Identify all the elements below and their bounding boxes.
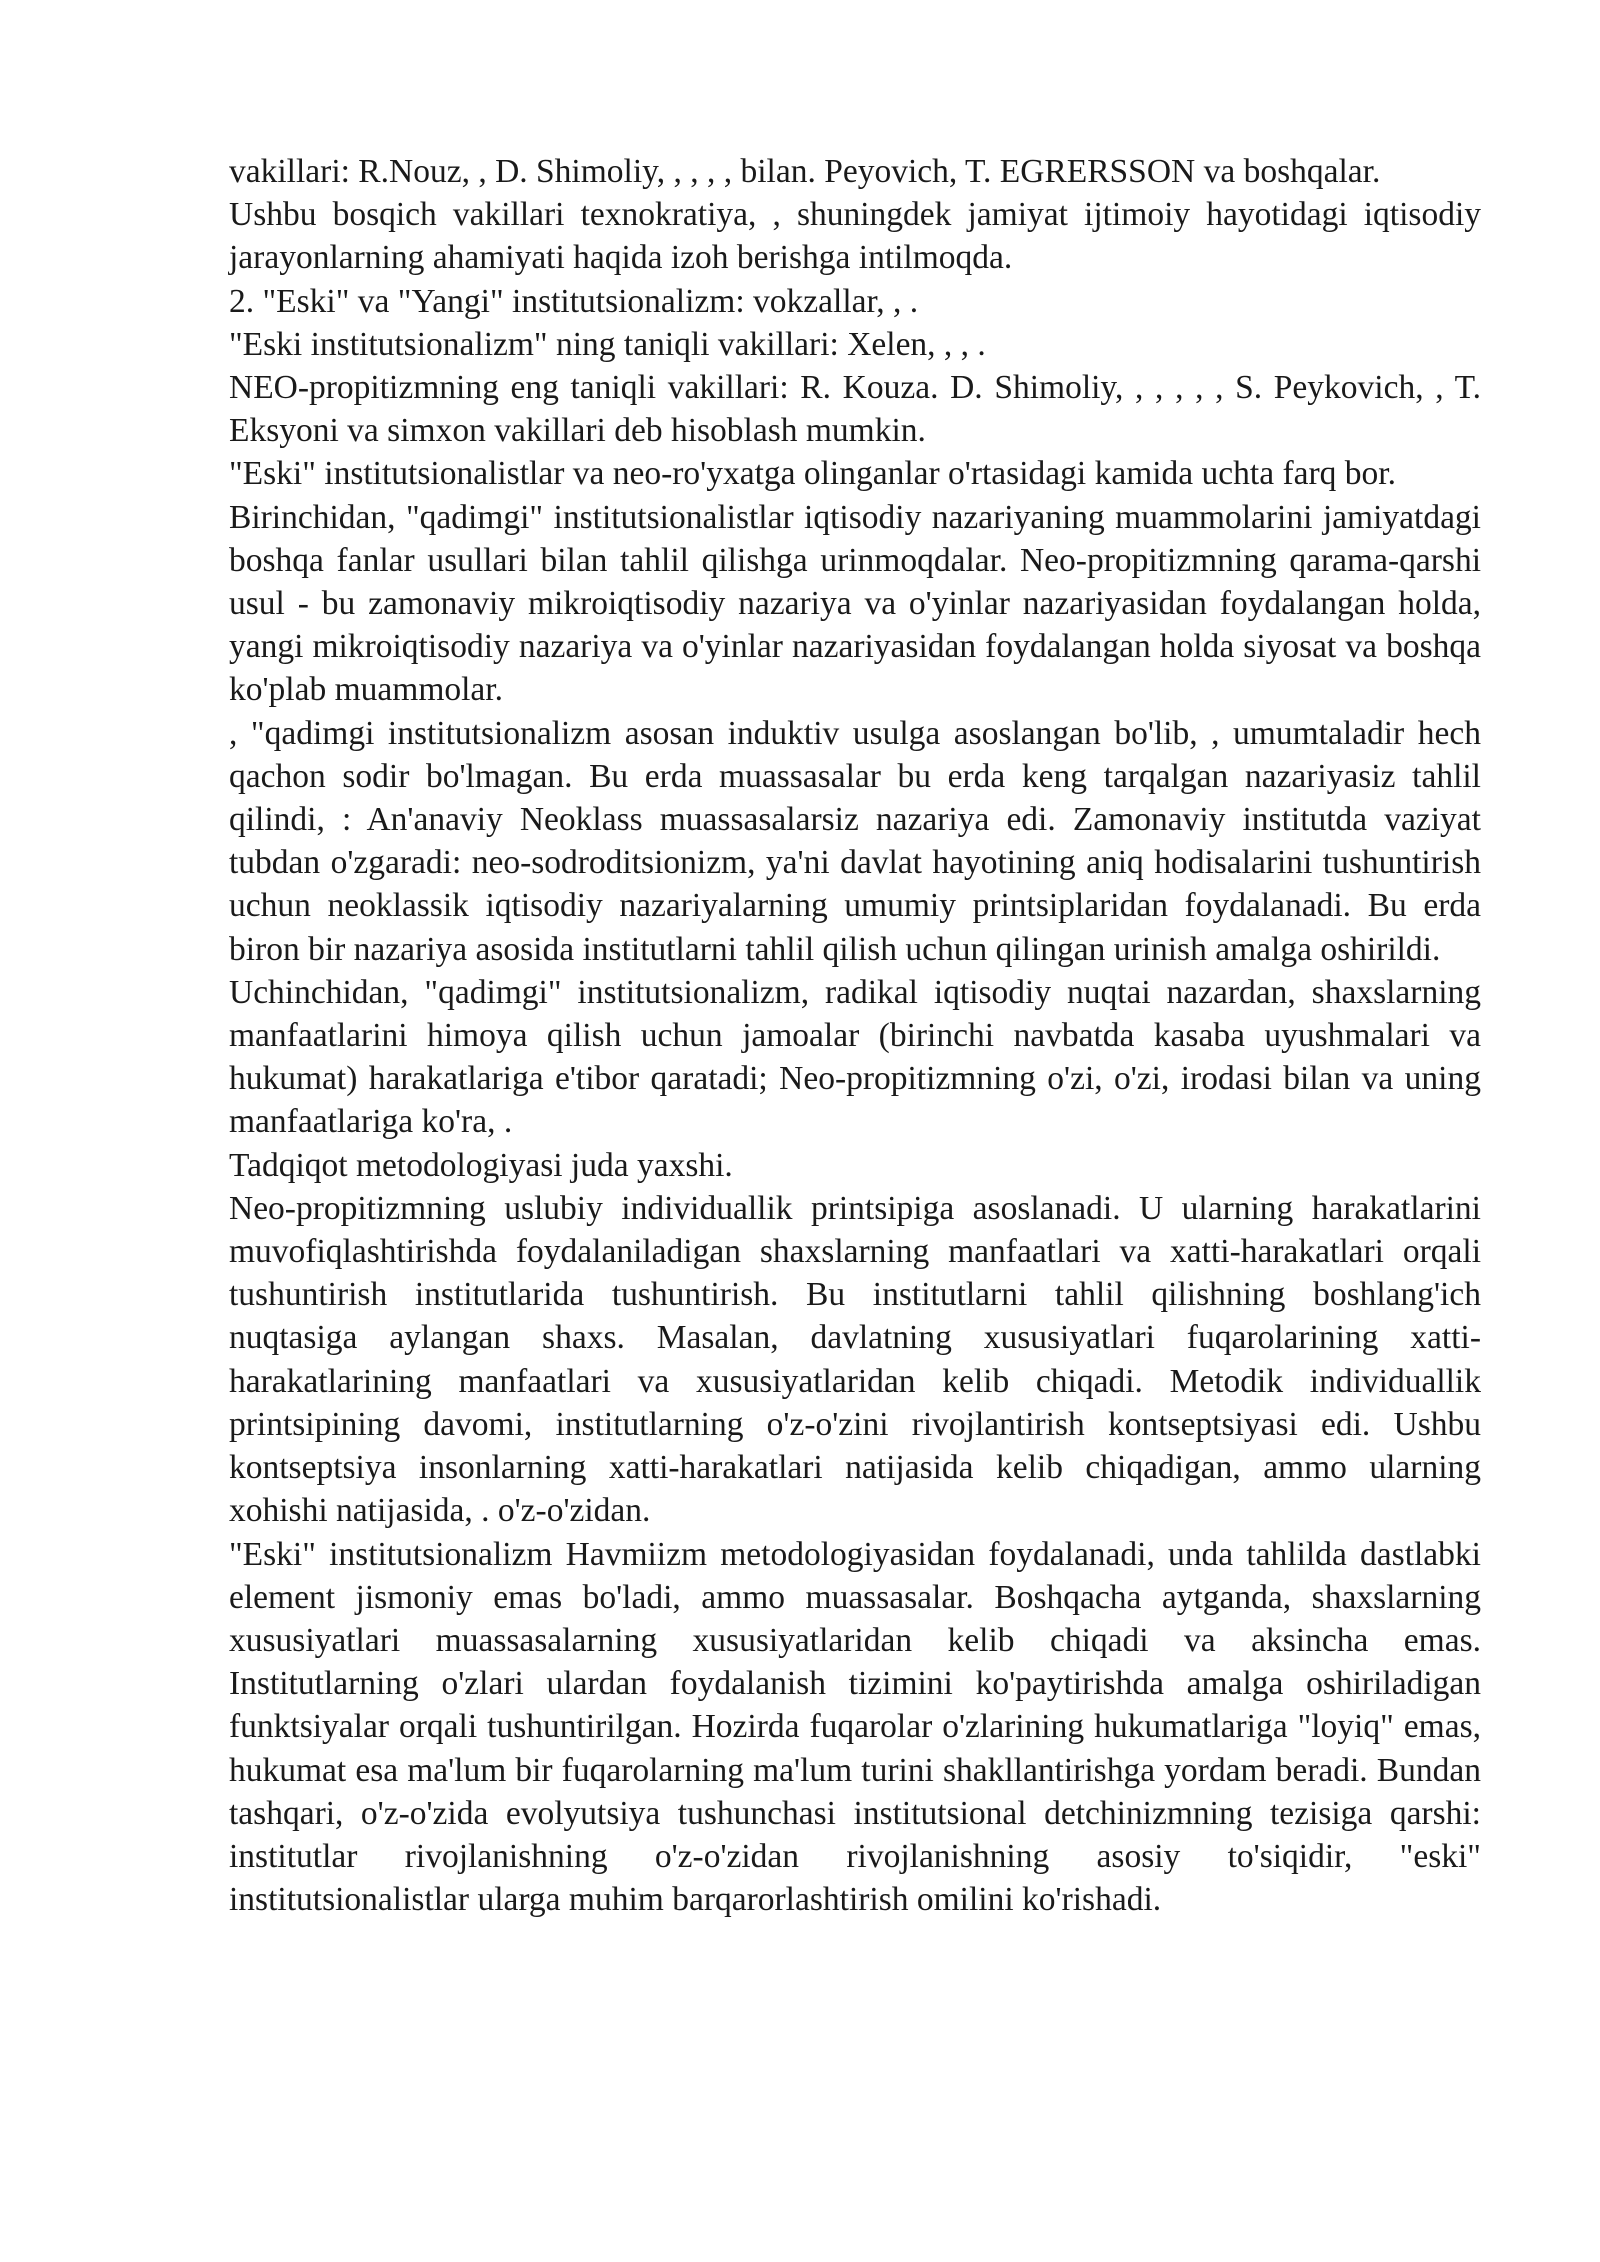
paragraph-3-heading: 2. "Eski" va "Yangi" institutsionalizm: vokzallar, , . [229, 282, 919, 320]
paragraph-4: "Eski institutsionalizm" ning taniqli vakillari: Xelen, , , . [229, 325, 986, 363]
paragraph-2: Ushbu bosqich vakillari texnokratiya, , shuningdek jamiyat ijtimoiy hayotidagi iqtisodiy jarayonlarning ahamiyati haqida izoh berishga intilmoqda. [229, 196, 1481, 277]
paragraph-7: Birinchidan, "qadimgi" institutsionalistlar iqtisodiy nazariyaning muammolarini jamiyatdagi boshqa fanlar usullari bilan tahlil qilishga urinmoqdalar. Neo-propitizmning qarama-qarshi usul - bu zamonaviy mikroiqtisodiy nazariya va o'yinlar nazariyasidan foydalangan holda, yangi mikroiqtisodiy nazariya va o'yinlar nazariyasidan foydalangan holda siyosat va boshqa ko'plab muammolar. [229, 498, 1481, 709]
paragraph-9: Uchinchidan, "qadimgi" institutsionalizm, radikal iqtisodiy nuqtai nazardan, shaxslarning manfaatlarini himoya qilish uchun jamoalar (birinchi navbatda kasaba uyushmalari va hukumat) harakatlariga e'tibor qaratadi; Neo-propitizmning o'zi, o'zi, irodasi bilan va uning manfaatlariga ko'ra, . [229, 973, 1481, 1141]
paragraph-10: Tadqiqot metodologiyasi juda yaxshi. [229, 1146, 733, 1184]
paragraph-6: "Eski" institutsionalistlar va neo-ro'yxatga olinganlar o'rtasidagi kamida uchta farq bor. [229, 455, 1396, 493]
paragraph-5: NEO-propitizmning eng taniqli vakillari: R. Kouza. D. Shimoliy, , , , , , S. Peykovich, , T. Eksyoni va simxon vakillari deb hisoblash mumkin. [229, 369, 1481, 450]
document-page [229, 150, 1481, 1921]
paragraph-1: vakillari: R.Nouz, , D. Shimoliy, , , , , bilan. Peyovich, T. EGRERSSON va boshqalar. [229, 153, 1381, 190]
paragraph-11: Neo-propitizmning uslubiy individuallik printsipiga asoslanadi. U ularning harakatlarini muvofiqlashtirishda foydalaniladigan shaxslarning manfaatlari va xatti-harakatlari orqali tushuntirish institutlarida tushuntirish. Bu institutlarni tahlil qilishning boshlang'ich nuqtasiga aylangan shaxs. Masalan, davlatning xususiyatlari fuqarolarining xatti-harakatlarining manfaatlari va xususiyatlaridan kelib chiqadi. Metodik individuallik printsipining davomi, institutlarning o'z-o'zini rivojlantirish kontseptsiyasi edi. Ushbu kontseptsiya insonlarning xatti-harakatlari natijasida kelib chiqadigan, ammo ularning xohishi natijasida, . o'z-o'zidan. [229, 1189, 1481, 1530]
paragraph-8: , "qadimgi institutsionalizm asosan induktiv usulga asoslangan bo'lib, , umumtaladir hech qachon sodir bo'lmagan. Bu erda muassasalar bu erda keng tarqalgan nazariyasiz tahlil qilindi, : An'anaviy Neoklass muassasalarsiz nazariya edi. Zamonaviy institutda vaziyat tubdan o'zgaradi: neo-sodroditsionizm, ya'ni davlat hayotining aniq hodisalarini tushuntirish uchun neoklassik iqtisodiy nazariyalarning umumiy printsiplaridan foydalanadi. Bu erda biron bir nazariya asosida institutlarni tahlil qilish uchun qilingan urinish amalga oshirildi. [229, 714, 1481, 968]
paragraph-12: "Eski" institutsionalizm Havmiizm metodologiyasidan foydalanadi, unda tahlilda dastlabki element jismoniy emas bo'ladi, ammo muassasalar. Boshqacha aytganda, shaxslarning xususiyatlari muassasalarning xususiyatlaridan kelib chiqadi va aksincha emas. Institutlarning o'zlari ulardan foydalanish tizimini ko'paytirishda amalga oshiriladigan funktsiyalar orqali tushuntirilgan. Hozirda fuqarolar o'zlarining hukumatlariga "loyiq" emas, hukumat esa ma'lum bir fuqarolarning ma'lum turini shakllantirishga yordam beradi. Bundan tashqari, o'z-o'zida evolyutsiya tushunchasi institutsional detchinizmning tezisiga qarshi: institutlar rivojlanishning o'z-o'zidan rivojlanishning asosiy to'siqidir, "eski" institutsionalistlar ularga muhim barqarorlashtirish omilini ko'rishadi. [229, 1535, 1481, 1919]
